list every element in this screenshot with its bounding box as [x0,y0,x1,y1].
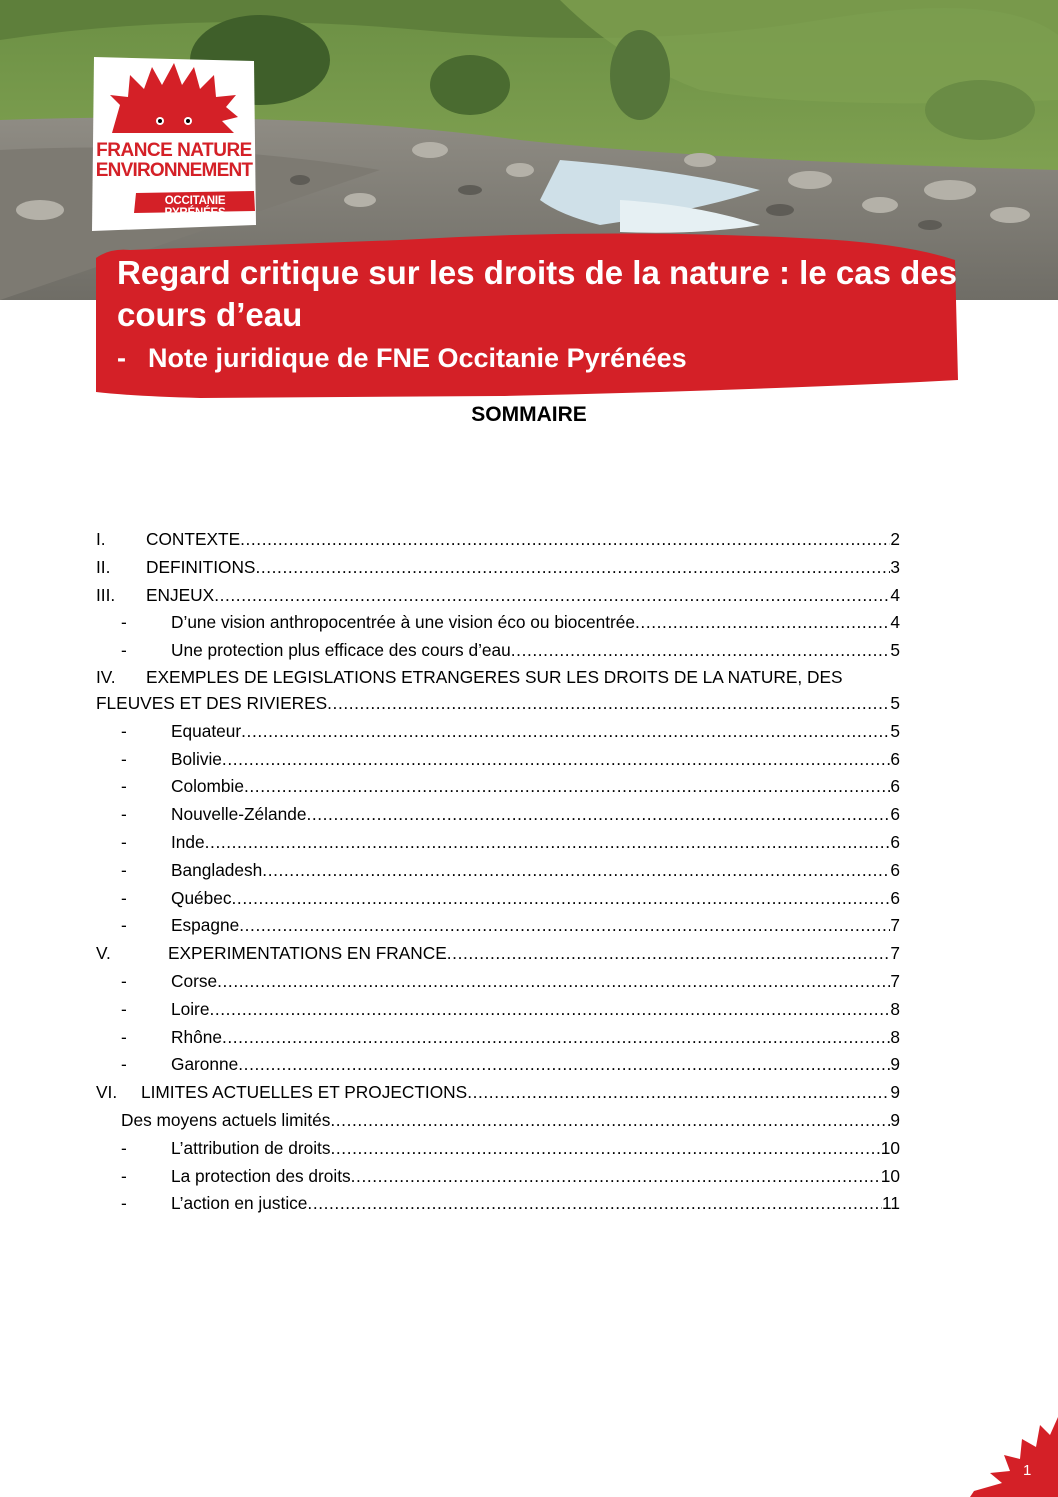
toc-bullet: - [121,776,127,797]
toc-number: VI. [96,1082,118,1103]
toc-label: Espagne [171,915,240,936]
toc-leader [351,1163,881,1191]
toc-leader [217,968,890,996]
toc-entry[interactable] [96,746,900,774]
toc-entry[interactable] [96,968,900,996]
toc-entry[interactable] [96,801,900,829]
toc-label: L’attribution de droits [171,1137,331,1158]
toc-heading: SOMMAIRE [471,403,587,426]
toc-label: EXEMPLES DE LEGISLATIONS ETRANGERES SUR LES DROITS DE LA NATURE, DES [146,666,843,687]
toc-page: 10 [880,1165,900,1186]
toc-page: 10 [880,1137,900,1158]
toc-bullet: - [121,1026,127,1047]
toc-entry[interactable] [96,582,900,610]
toc-page: 11 [882,1193,900,1214]
toc-bullet: - [121,1193,127,1214]
toc-page: 9 [890,1109,900,1130]
toc-leader [238,1051,890,1079]
page-number: 1 [1023,1462,1032,1479]
toc-leader [306,801,890,829]
toc-leader [330,1135,880,1163]
toc-entry[interactable] [96,637,900,665]
toc-entry[interactable] [96,1190,900,1218]
toc-bullet: - [121,748,127,769]
toc-page: 7 [890,943,900,964]
toc-number: IV. [96,666,116,687]
toc-label-continued: FLEUVES ET DES RIVIERES [96,692,328,713]
toc-page: 5 [890,720,900,741]
toc-bullet: - [121,1165,127,1186]
toc-leader [467,1079,890,1107]
toc-entry[interactable] [96,885,900,913]
toc-leader [222,1024,890,1052]
toc-page: 8 [890,1026,900,1047]
toc-label: EXPERIMENTATIONS EN FRANCE [168,943,447,964]
toc-page: 5 [890,640,900,661]
toc-page: 6 [890,859,900,880]
toc-page: 2 [890,529,900,549]
toc-bullet: - [121,859,127,880]
logo-line-1: FRANCE NATURE [96,140,252,161]
toc-entry[interactable] [96,526,900,554]
document-title: Regard critique sur les droits de la nature : le cas des cours d’eau [117,254,957,333]
toc-leader [244,773,890,801]
toc-leader [222,746,890,774]
toc-leader [327,690,890,718]
subtitle-text: Note juridique de FNE Occitanie Pyrénées [148,343,687,373]
toc-leader [232,885,891,913]
toc-entry[interactable] [96,718,900,746]
toc-page: 6 [890,776,900,797]
toc-label: Nouvelle-Zélande [171,804,307,825]
toc-entry[interactable] [96,1024,900,1052]
toc-page: 6 [890,831,900,852]
toc-number: I. [96,529,106,549]
toc-entry[interactable] [96,1135,900,1163]
toc-page: 9 [890,1082,900,1103]
toc-label: Inde [171,831,205,852]
toc-page: 7 [890,970,900,991]
fne-logo [90,55,258,233]
toc-label: Bolivie [171,748,222,769]
toc-bullet: - [121,970,127,991]
toc-entry[interactable] [96,773,900,801]
toc-page: 3 [890,556,900,577]
toc-label: Rhône [171,1026,222,1047]
toc-leader [447,940,891,968]
toc-page: 4 [890,612,900,633]
hedgehog-icon [90,55,258,145]
toc-page: 4 [890,584,900,605]
toc-label: Corse [171,970,218,991]
toc-entry[interactable] [96,912,900,940]
toc-entry[interactable] [96,1107,900,1135]
toc-page: 5 [890,692,900,713]
corner-spike-decoration [970,1417,1058,1497]
toc-leader [209,996,890,1024]
toc-label: Québec [171,887,232,908]
table-of-contents [96,526,900,1218]
toc-page: 6 [890,887,900,908]
toc-bullet: - [121,1054,127,1075]
toc-bullet: - [121,998,127,1019]
toc-leader [214,582,890,610]
toc-label: CONTEXTE [146,529,241,549]
subtitle-dash: - [117,343,126,373]
toc-entry[interactable] [96,1163,900,1191]
logo-line-2: ENVIRONNEMENT [95,160,253,181]
toc-entry[interactable] [96,609,900,637]
toc-label: Garonne [171,1054,239,1075]
toc-label: Equateur [171,720,242,741]
toc-bullet: - [121,612,127,633]
toc-number: III. [96,584,116,605]
toc-page: 6 [890,804,900,825]
toc-bullet: - [121,831,127,852]
toc-entry[interactable] [96,996,900,1024]
toc-entry[interactable] [96,1079,900,1107]
toc-leader [262,857,890,885]
toc-bullet: - [121,1137,127,1158]
toc-entry[interactable] [96,554,900,582]
toc-bullet: - [121,640,127,661]
toc-bullet: - [121,887,127,908]
toc-label: Loire [171,998,210,1019]
toc-label: L’action en justice [171,1193,308,1214]
toc-entry[interactable] [96,940,900,968]
toc-page: 6 [890,748,900,769]
toc-label: ENJEUX [146,584,215,605]
toc-leader [635,609,890,637]
toc-page: 8 [890,998,900,1019]
toc-leader [255,554,890,582]
toc-page: 9 [890,1054,900,1075]
toc-bullet: - [121,720,127,741]
toc-leader [239,912,890,940]
toc-entry-line-2[interactable] [96,690,900,718]
toc-number: II. [96,556,111,577]
toc-label: Des moyens actuels limités [121,1109,331,1130]
toc-label: Une protection plus efficace des cours d’eau [171,640,511,661]
toc-leader [511,637,891,665]
toc-label: LIMITES ACTUELLES ET PROJECTIONS [141,1082,468,1103]
logo-subtitle: OCCITANIE PYRÉNÉES [164,195,226,219]
toc-leader [205,829,891,857]
toc-entry[interactable] [96,1051,900,1079]
toc-leader [240,526,890,554]
toc-entry-line-1[interactable] [96,665,900,690]
toc-label: D’une vision anthropocentrée à une vision éco ou biocentrée [171,612,636,633]
toc-leader [330,1107,890,1135]
toc-label: Bangladesh [171,859,263,880]
toc-number: V. [96,943,111,964]
toc-leader [241,718,890,746]
document-subtitle [117,340,687,376]
toc-label: La protection des droits [171,1165,351,1186]
toc-leader [307,1190,882,1218]
toc-page: 7 [890,915,900,936]
toc-label: Colombie [171,776,244,797]
toc-entry[interactable] [96,857,900,885]
toc-bullet: - [121,804,127,825]
toc-bullet: - [121,915,127,936]
toc-label: DEFINITIONS [146,556,256,577]
toc-entry[interactable] [96,829,900,857]
